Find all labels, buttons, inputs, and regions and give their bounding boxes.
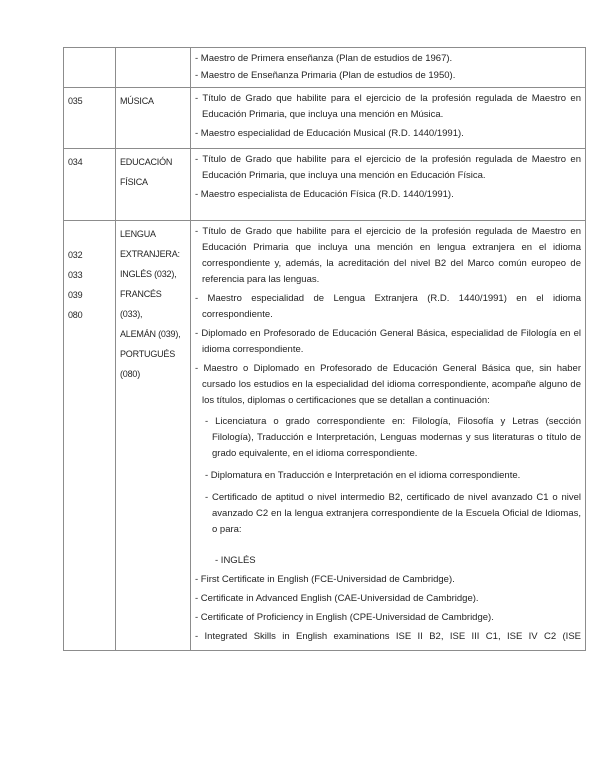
table-row bbox=[64, 88, 586, 149]
code-cell bbox=[64, 149, 116, 221]
requirement-item: - Maestro especialidad de Lengua Extranjera (R.D. 1440/1991) en el idioma correspondiente. bbox=[195, 293, 581, 320]
specialty-code: 033 bbox=[68, 270, 83, 280]
specialty-code: 034 bbox=[68, 157, 83, 167]
specialty-name: EDUCACIÓN bbox=[120, 157, 173, 167]
specialty-name: ALEMÁN (039), bbox=[120, 329, 181, 339]
language-heading: - INGLÉS bbox=[215, 555, 256, 566]
requirement-item: - Maestro de Primera enseñanza (Plan de estudios de 1967). bbox=[195, 53, 453, 64]
requirement-item: - Maestro o Diplomado en Profesorado de Educación General Básica que, sin haber cursado los estudios en la especialidad del idioma correspondiente, acompañe alguno de los títulos, diplomas o certificaciones que se detallan a continuación: bbox=[195, 363, 581, 406]
requirement-subitem: - Certificado de aptitud o nivel intermedio B2, certificado de nivel avanzado C1 o nivel avanzado C2 en la lengua extranjera correspondiente de la Escuela Oficial de Idiomas, o para: bbox=[205, 492, 581, 535]
specialty-cell bbox=[116, 221, 191, 651]
specialty-code: 039 bbox=[68, 290, 83, 300]
qualifications-table bbox=[63, 47, 586, 651]
specialty-name: (080) bbox=[120, 369, 141, 379]
requirements-cell bbox=[191, 221, 586, 651]
requirements-cell bbox=[191, 88, 586, 149]
requirement-item: - Certificate of Proficiency in English (CPE-Universidad de Cambridge). bbox=[195, 612, 494, 623]
requirement-item: - Certificate in Advanced English (CAE-Universidad de Cambridge). bbox=[195, 593, 479, 604]
specialty-name: MÚSICA bbox=[120, 96, 154, 106]
requirement-item-clipped: - Integrated Skills in English examinations ISE II B2, ISE III C1, ISE IV C2 (ISE bbox=[195, 631, 581, 642]
specialty-name: EXTRANJERA: bbox=[120, 249, 180, 259]
requirement-item: - Maestro de Enseñanza Primaria (Plan de estudios de 1950). bbox=[195, 70, 456, 81]
specialty-code: 080 bbox=[68, 310, 83, 320]
table-row bbox=[64, 221, 586, 651]
specialty-name: FRANCÉS bbox=[120, 289, 162, 299]
specialty-code: 035 bbox=[68, 96, 83, 106]
requirement-subitem: - Diplomatura en Traducción e Interpretación en el idioma correspondiente. bbox=[205, 470, 521, 481]
requirement-item: - Título de Grado que habilite para el ejercicio de la profesión regulada de Maestro en Educación Primaria, que incluya una mención en Música. bbox=[195, 93, 581, 120]
requirement-item: - Título de Grado que habilite para el ejercicio de la profesión regulada de Maestro en Educación Primaria que incluya una mención en lengua extranjera en el idioma correspondiente y, además, la acreditación del nivel B2 del Marco común europeo de referencia para las lenguas. bbox=[195, 226, 581, 285]
specialty-code: 032 bbox=[68, 250, 83, 260]
requirement-item: - First Certificate in English (FCE-Universidad de Cambridge). bbox=[195, 574, 455, 585]
requirement-item: - Título de Grado que habilite para el ejercicio de la profesión regulada de Maestro en Educación Primaria, que incluya una mención en Educación Física. bbox=[195, 154, 581, 181]
requirement-item: - Maestro especialidad de Educación Musical (R.D. 1440/1991). bbox=[195, 128, 464, 139]
requirement-item: - Diplomado en Profesorado de Educación General Básica, especialidad de Filología en el idioma correspondiente. bbox=[195, 328, 581, 355]
table-row bbox=[64, 149, 586, 221]
specialty-cell bbox=[116, 48, 191, 88]
specialty-name: FÍSICA bbox=[120, 177, 148, 187]
code-cell bbox=[64, 221, 116, 651]
specialty-name: (033), bbox=[120, 309, 143, 319]
table-row bbox=[64, 48, 586, 88]
requirement-item: - Maestro especialista de Educación Física (R.D. 1440/1991). bbox=[195, 189, 454, 200]
specialty-name: INGLÉS (032), bbox=[120, 269, 177, 279]
code-cell bbox=[64, 88, 116, 149]
specialty-name: LENGUA bbox=[120, 229, 156, 239]
specialty-cell bbox=[116, 149, 191, 221]
specialty-cell bbox=[116, 88, 191, 149]
requirement-subitem: - Licenciatura o grado correspondiente en: Filología, Filosofía y Letras (sección Filología), Traducción e Interpretación, Lenguas modernas y sus literaturas o título de grado equivalente, en el idioma correspondiente. bbox=[205, 416, 581, 459]
code-cell bbox=[64, 48, 116, 88]
requirements-cell bbox=[191, 48, 586, 88]
requirements-cell bbox=[191, 149, 586, 221]
specialty-name: PORTUGUÉS bbox=[120, 349, 176, 359]
